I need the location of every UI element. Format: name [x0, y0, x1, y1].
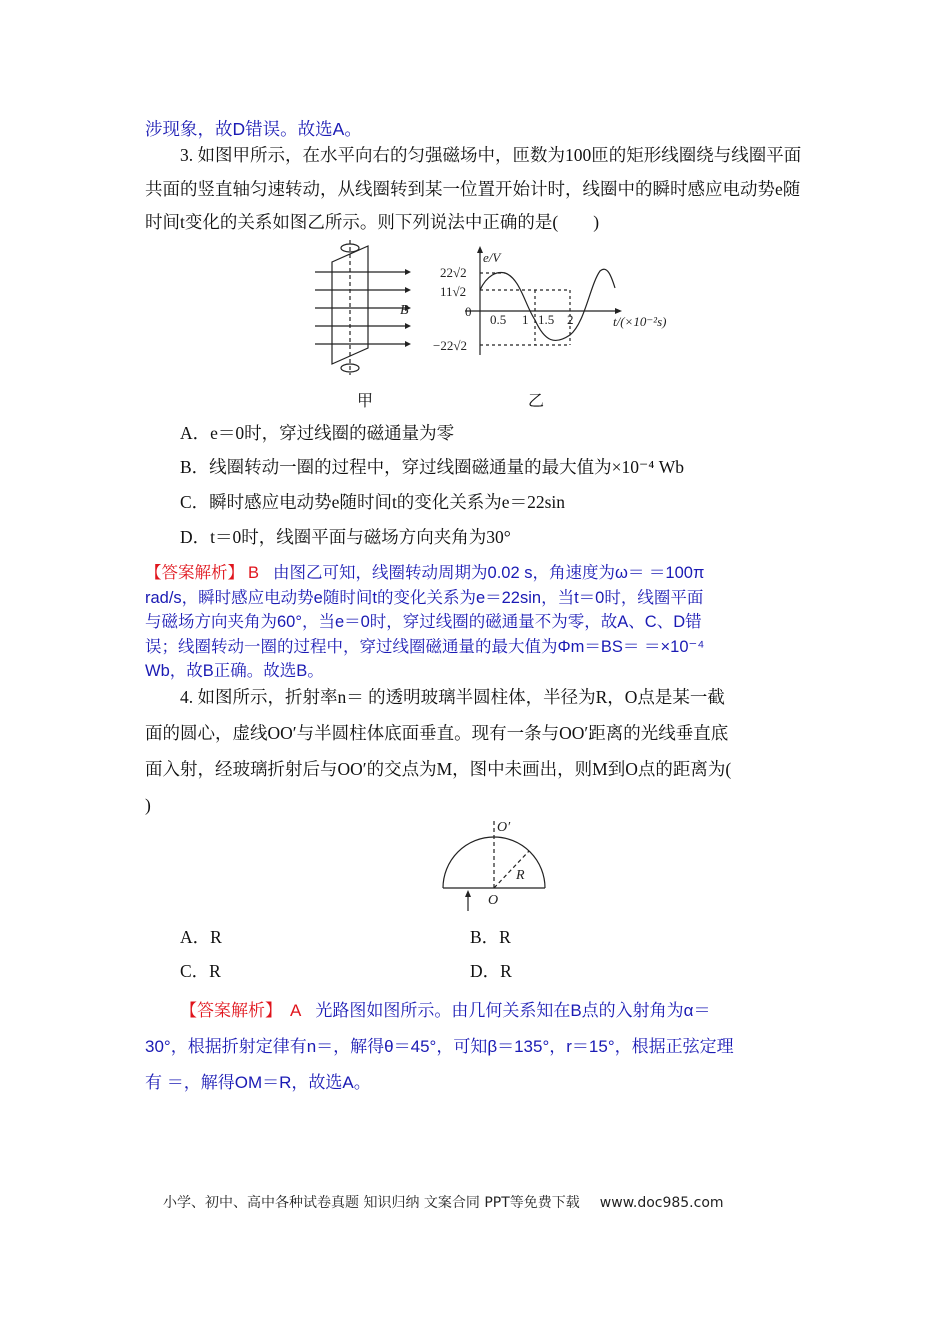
q3-option-b: B．线圈转动一圈的过程中，穿过线圈磁通量的最大值为×10⁻⁴ Wb: [180, 457, 685, 477]
q4-answer-line3: 有 ＝，解得OM＝R，故选A。: [145, 1073, 371, 1092]
q3-answer-tag: 【答案解析】: [145, 564, 244, 582]
q3-option-c: C．瞬时感应电动势e随时间t的变化关系为e＝22sin: [180, 492, 565, 512]
x-tick-2: 1: [522, 312, 529, 327]
b-field-label: B: [400, 303, 409, 318]
q4-stem-line1: 4. 如图所示，折射率n＝ 的透明玻璃半圆柱体，半径为R，O点是某一截: [180, 687, 725, 707]
x-tick-4: 2: [567, 312, 574, 327]
figure-semicircle: [435, 815, 555, 915]
x-tick-3: 1.5: [538, 312, 555, 327]
q4-answer: [145, 993, 810, 1101]
label-r: R: [516, 868, 525, 883]
e-axis-label: e/V: [483, 250, 501, 265]
q4-option-c: C．R: [180, 961, 221, 981]
q3-answer: [145, 561, 810, 684]
q4-answer-tag: 【答案解析】: [180, 1001, 282, 1020]
continuation-a: 涉现象，故D: [145, 119, 246, 139]
q4-answer-letter: A: [290, 1001, 302, 1020]
label-o: O: [488, 893, 499, 908]
q3-answer-line1: 由图乙可知，线圈转动周期为0.02 s，角速度为ω＝ ＝100π: [273, 564, 705, 582]
q4-answer-line1: 光路图如图所示。由几何关系知在B点的入射角为α＝: [315, 1001, 711, 1020]
q4-stem-line4: ): [145, 795, 151, 815]
page-footer: [163, 1192, 724, 1212]
q4-stem-line3: 面入射，经玻璃折射后与OO′的交点为M，图中未画出，则M到O点的距离为(: [145, 759, 732, 779]
x-tick-1: 0.5: [490, 312, 507, 327]
q3-answer-line5: Wb，故B正确。故选B。: [145, 662, 324, 680]
q4-option-d: D．R: [470, 961, 512, 981]
continuation-b: 错误: [245, 119, 281, 139]
footer-url[interactable]: www.doc985.com: [599, 1195, 724, 1211]
q3-stem: 3. 如图甲所示，在水平向右的匀强磁场中，匝数为100匝的矩形线圈绕与线圈平面共面的竖直轴匀速转动，从线圈转到某一位置开始计时，线圈中的瞬时感应电动势e随时间t变化的关系如图乙所示。则下列说法中正确的是( ): [145, 145, 802, 232]
q4-answer-line2: 30°，根据折射定律有n＝，解得θ＝45°，可知β＝135°，r＝15°，根据正弦定理: [145, 1037, 734, 1056]
q4-stem: [145, 679, 810, 823]
q4-option-b: B．R: [470, 927, 511, 947]
caption-jia: 甲: [357, 393, 374, 410]
label-o-prime: O′: [497, 820, 511, 835]
q4-stem-line2: 面的圆心，虚线OO′与半圆柱体底面垂直。现有一条与OO′距离的光线垂直底: [145, 723, 729, 743]
figure-yi: [425, 245, 695, 360]
q3-answer-line2: rad/s，瞬时感应电动势e随时间t的变化关系为e＝22sin，当t＝0时，线圈平面: [145, 588, 704, 607]
t-axis-label: t/(×10⁻²s): [613, 314, 667, 329]
q3-option-a: A．e＝0时，穿过线圈的磁通量为零: [180, 423, 455, 443]
y-tick-2: 11√2: [440, 284, 467, 299]
continuation-c: 。故选A。: [280, 119, 362, 139]
figure-jia: [300, 240, 420, 380]
y-tick-0: 0: [465, 304, 472, 319]
q3-answer-line3: 与磁场方向夹角为60°，当e＝0时，穿过线圈的磁通量不为零，故A、C、D错: [145, 613, 702, 631]
y-tick-neg: −22√2: [433, 338, 467, 353]
footer-text: 小学、初中、高中各种试卷真题 知识归纳 文案合同 PPT等免费下载: [163, 1195, 580, 1211]
q4-option-a: A．R: [180, 927, 222, 947]
caption-yi: 乙: [528, 393, 545, 410]
q3-option-d: D．t＝0时，线圈平面与磁场方向夹角为30°: [180, 527, 511, 547]
y-tick-1: 22√2: [440, 265, 467, 280]
q3-answer-letter: B: [248, 564, 260, 582]
q3-answer-line4: 误；线圈转动一圈的过程中，穿过线圈磁通量的最大值为Φm＝BS＝ ＝×10⁻⁴: [145, 637, 705, 656]
